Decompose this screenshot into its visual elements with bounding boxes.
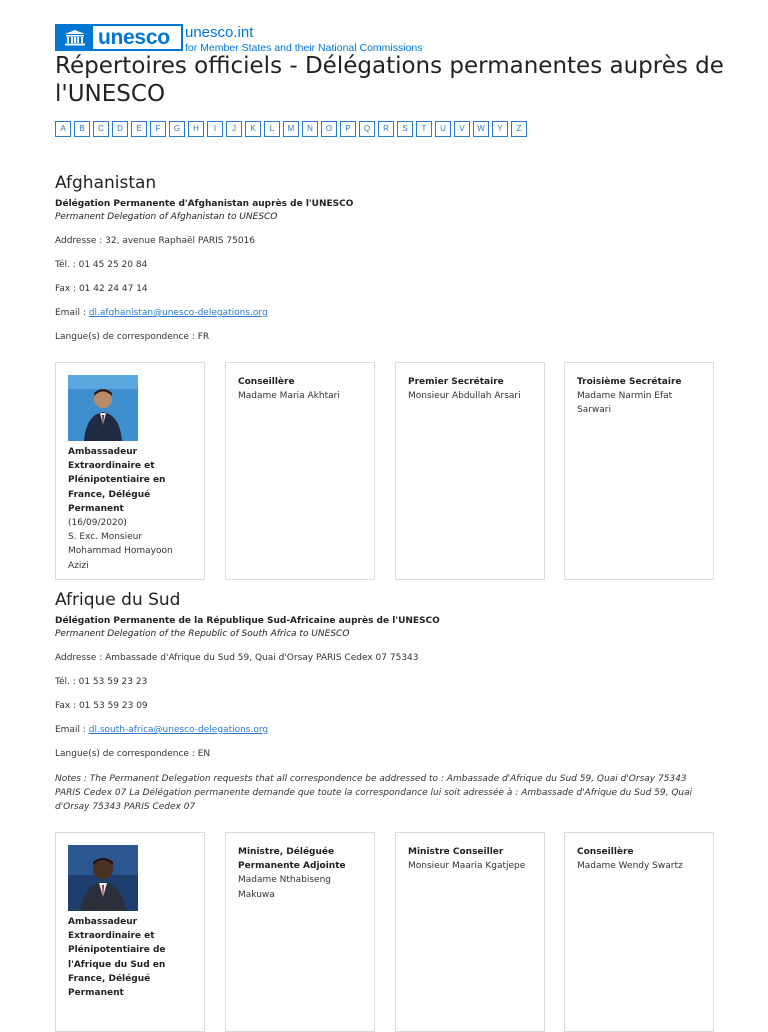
alpha-link[interactable]: H — [188, 121, 204, 137]
country-section-afrique-du-sud — [55, 590, 715, 814]
delegation-fr-name: Délégation Permanente d'Afghanistan auprès de l'UNESCO — [55, 199, 354, 209]
alpha-link[interactable]: E — [131, 121, 147, 137]
delegation-en-name: Permanent Delegation of the Republic of South Africa to UNESCO — [55, 629, 350, 639]
staff-name: Madame Wendy Swartz — [577, 861, 683, 872]
delegation-en-name: Permanent Delegation of Afghanistan to UNESCO — [55, 212, 278, 222]
alpha-link[interactable]: U — [435, 121, 451, 137]
alpha-link[interactable]: S — [397, 121, 413, 137]
address: Addresse : Ambassade d'Afrique du Sud 59, Quai d'Orsay PARIS Cedex 07 75343 — [55, 653, 419, 663]
alpha-link[interactable]: G — [169, 121, 185, 137]
alpha-link[interactable]: O — [321, 121, 337, 137]
delegation-notes: Notes : The Permanent Delegation requests that all correspondence be addressed to : Ambassade d'Afrique du Sud 59, Quai d'Orsay 75343 PARIS Cedex 07 La Délégation permanente demande que toute la correspondance lui soit adressée à : Ambassade d'Afrique du Sud 59, Quai d'Orsay 75343 PARIS Cedex 07 — [55, 774, 693, 812]
staff-name: Monsieur Maaria Kgatjepe — [408, 861, 526, 872]
staff-role: Ministre Conseiller — [408, 847, 504, 857]
alpha-link[interactable]: N — [302, 121, 318, 137]
staff-name: Madame Maria Akhtari — [238, 391, 340, 402]
alpha-link[interactable]: F — [150, 121, 166, 137]
logo-box — [55, 24, 183, 51]
ambassador-photo — [68, 845, 138, 911]
alpha-link[interactable]: Q — [359, 121, 375, 137]
staff-card — [395, 362, 545, 580]
email-label: Email : — [55, 308, 86, 318]
staff-card — [55, 832, 205, 1032]
country-section-afghanistan — [55, 173, 715, 342]
country-name: Afghanistan — [55, 173, 157, 193]
alpha-link[interactable]: W — [473, 121, 489, 137]
temple-icon — [57, 26, 93, 49]
correspondence-language: Langue(s) de correspondence : EN — [55, 749, 211, 759]
staff-role: Troisième Secrétaire — [577, 377, 682, 387]
alpha-link[interactable]: C — [93, 121, 109, 137]
staff-name: Madame Nthabiseng Makuwa — [238, 875, 332, 900]
alphabet-nav — [55, 121, 530, 137]
site-subtitle: for Member States and their National Commissions — [185, 42, 423, 54]
staff-name: Madame Narmin Efat Sarwari — [577, 391, 673, 416]
staff-date: (16/09/2020) — [68, 518, 127, 529]
unesco-logo[interactable] — [55, 24, 423, 52]
staff-card — [564, 362, 714, 580]
staff-role: Conseillère — [577, 847, 634, 857]
staff-card — [55, 362, 205, 580]
staff-role: Conseillère — [238, 377, 295, 387]
staff-card — [395, 832, 545, 1032]
alpha-link[interactable]: R — [378, 121, 394, 137]
page-title: Répertoires officiels - Délégations permanentes auprès de l'UNESCO — [55, 53, 724, 107]
alpha-link[interactable]: I — [207, 121, 223, 137]
staff-card — [564, 832, 714, 1032]
alpha-link[interactable]: P — [340, 121, 356, 137]
delegation-fr-name: Délégation Permanente de la République Sud-Africaine auprès de l'UNESCO — [55, 616, 440, 626]
alpha-link[interactable]: B — [74, 121, 90, 137]
email-line — [55, 308, 715, 318]
address: Addresse : 32, avenue Raphaël PARIS 75016 — [55, 236, 256, 246]
logo-word: unesco — [98, 25, 170, 49]
fax: Fax : 01 53 59 23 09 — [55, 701, 148, 711]
alpha-link[interactable]: Z — [511, 121, 527, 137]
telephone: Tél. : 01 45 25 20 84 — [55, 260, 148, 270]
alpha-link[interactable]: D — [112, 121, 128, 137]
staff-name: Monsieur Abdullah Arsari — [408, 391, 521, 402]
site-name: unesco.int — [185, 24, 254, 41]
alpha-link[interactable]: Y — [492, 121, 508, 137]
alpha-link[interactable]: T — [416, 121, 432, 137]
country-name: Afrique du Sud — [55, 590, 181, 610]
ambassador-photo — [68, 375, 138, 441]
alpha-link[interactable]: K — [245, 121, 261, 137]
staff-role: Ministre, Déléguée Permanente Adjointe — [238, 847, 346, 872]
telephone: Tél. : 01 53 59 23 23 — [55, 677, 148, 687]
email-link[interactable]: dl.afghanistan@unesco-delegations.org — [88, 308, 268, 318]
staff-card — [225, 832, 375, 1032]
correspondence-language: Langue(s) de correspondence : FR — [55, 332, 210, 342]
staff-name: S. Exc. Monsieur Mohammad Homayoon Azizi — [68, 532, 173, 571]
alpha-link[interactable]: M — [283, 121, 299, 137]
staff-role: Ambassadeur Extraordinaire et Plénipotentiaire en France, Délégué Permanent — [68, 447, 166, 514]
email-label: Email : — [55, 725, 86, 735]
staff-card — [225, 362, 375, 580]
email-link[interactable]: dl.south-africa@unesco-delegations.org — [88, 725, 269, 735]
fax: Fax : 01 42 24 47 14 — [55, 284, 148, 294]
alpha-link[interactable]: J — [226, 121, 242, 137]
staff-role: Premier Secrétaire — [408, 377, 504, 387]
alpha-link[interactable]: V — [454, 121, 470, 137]
email-line — [55, 725, 715, 735]
alpha-link[interactable]: L — [264, 121, 280, 137]
alpha-link[interactable]: A — [55, 121, 71, 137]
staff-role: Ambassadeur Extraordinaire et Plénipotentiaire de l'Afrique du Sud en France, Délégué Permanent — [68, 917, 166, 999]
